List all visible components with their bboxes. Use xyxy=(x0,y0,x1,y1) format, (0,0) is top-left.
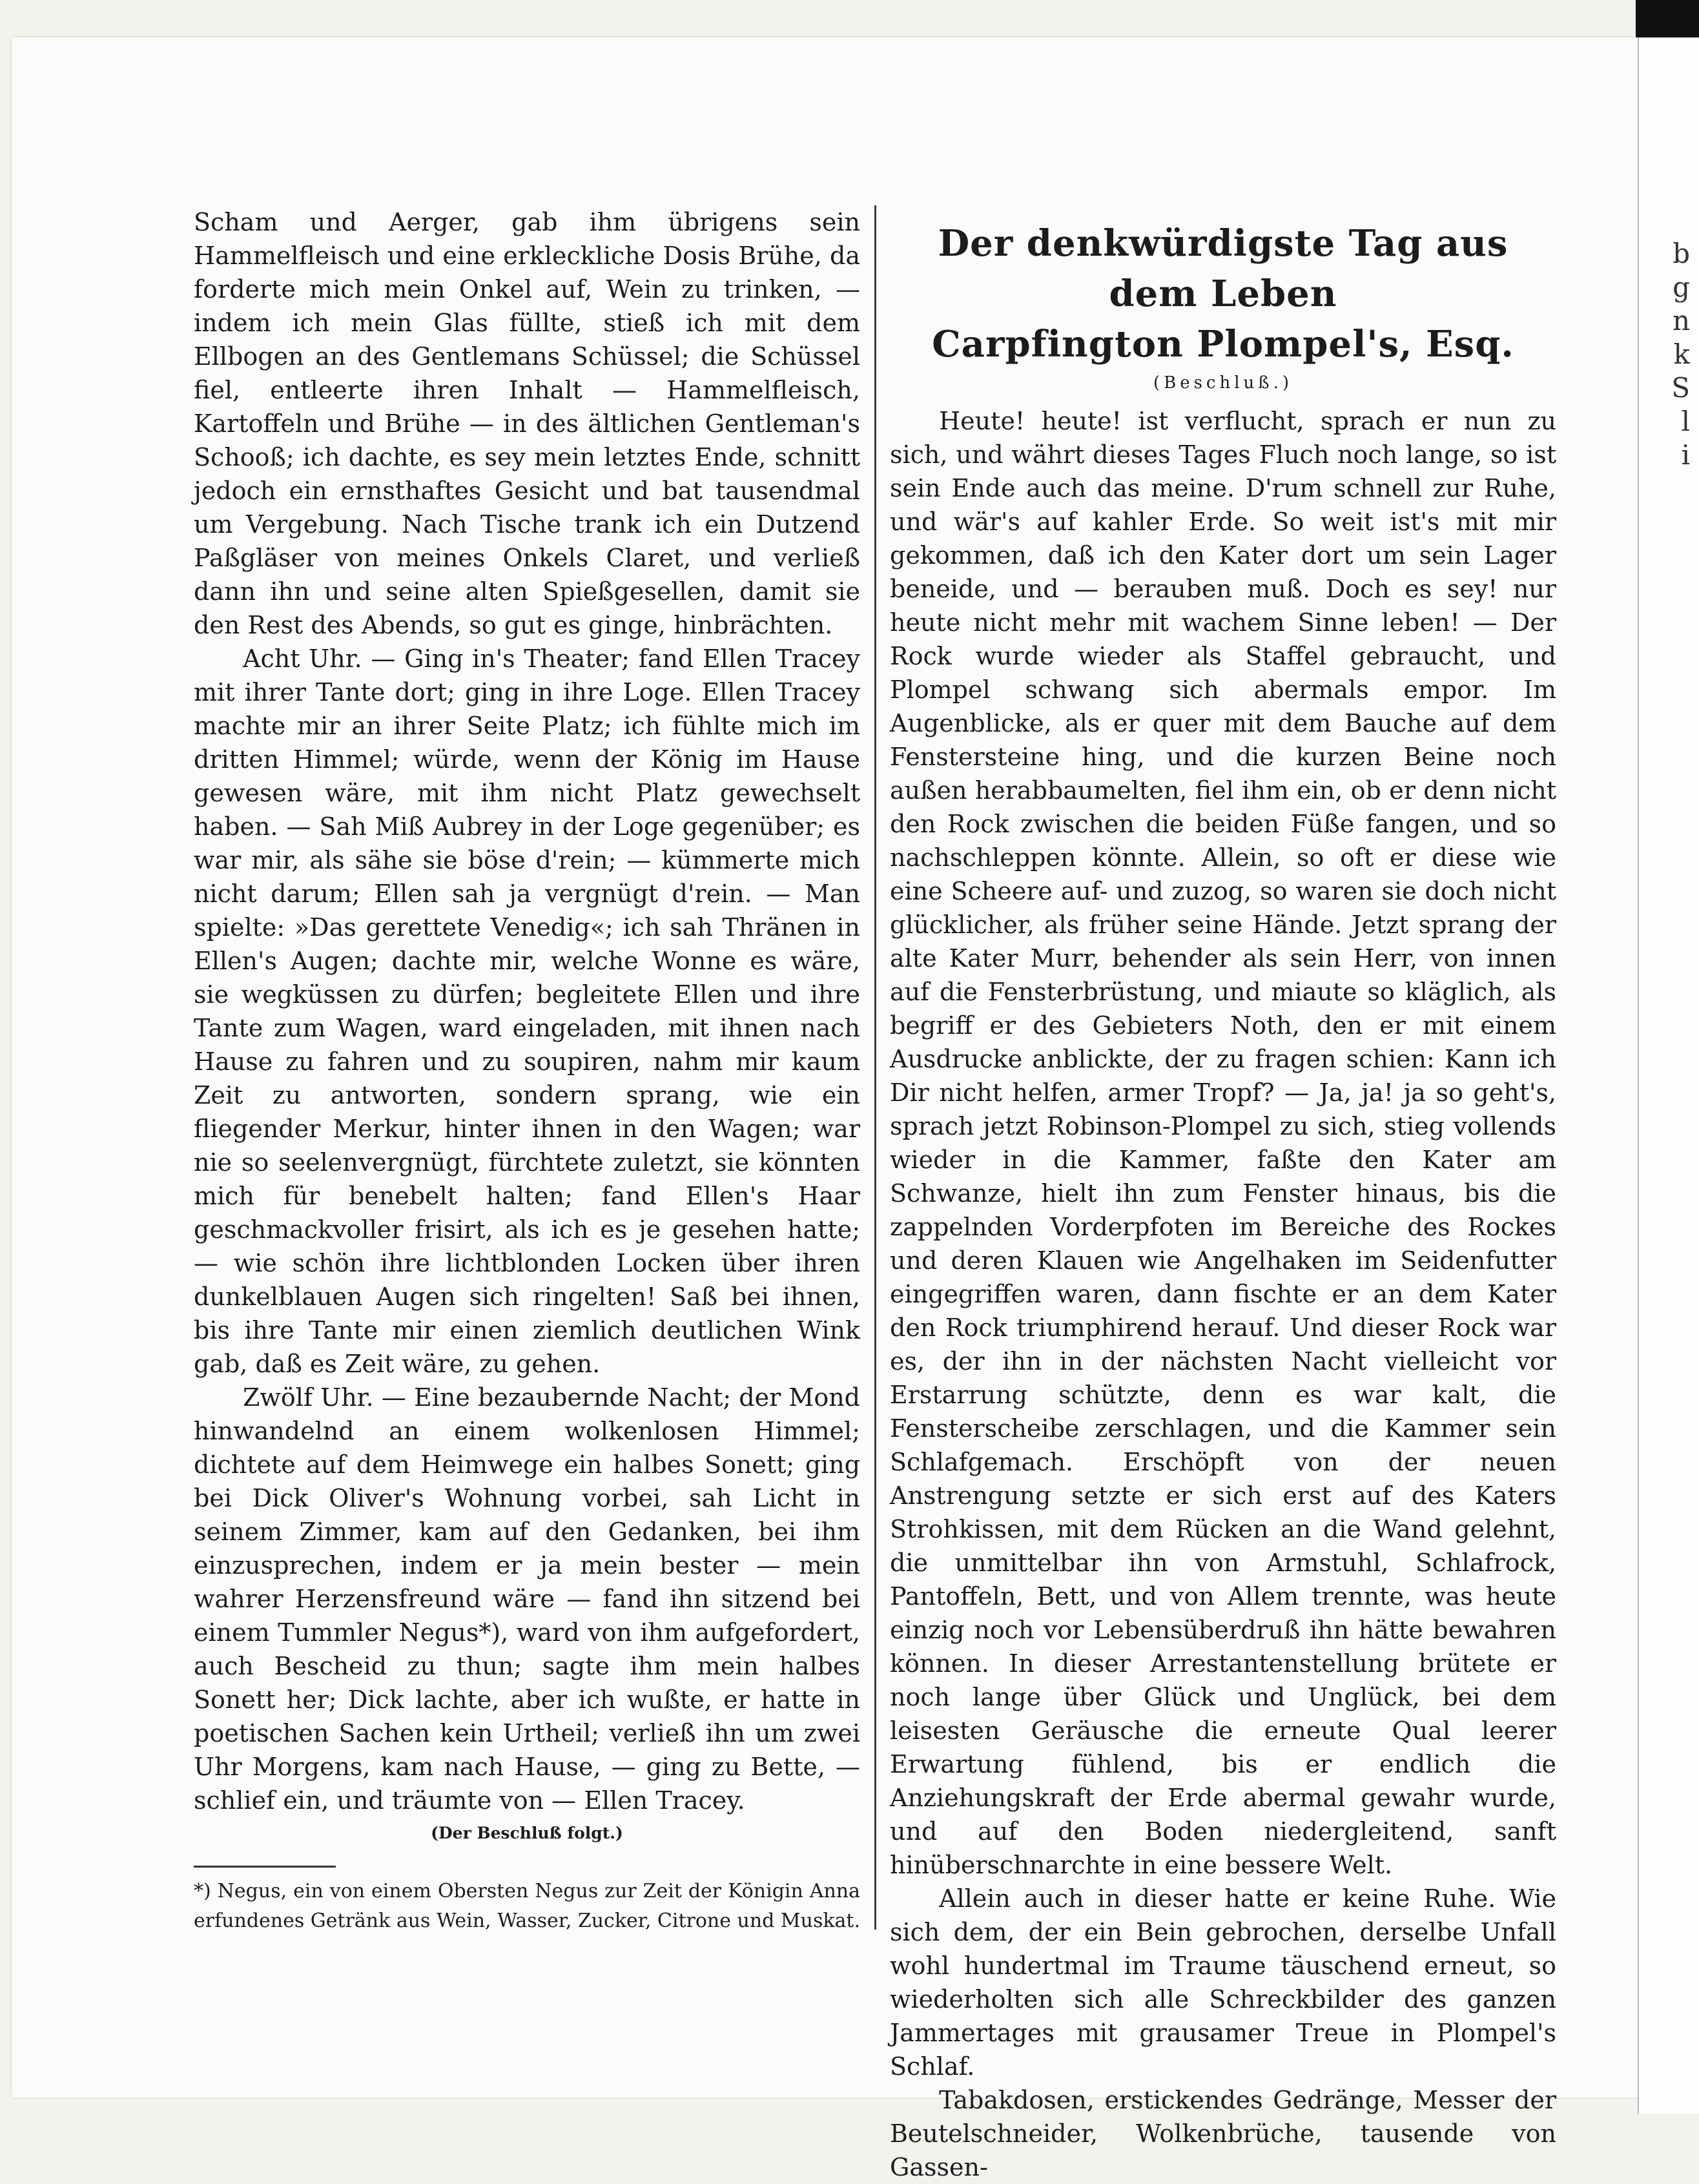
edge-letter: g xyxy=(1673,271,1690,303)
left-paragraph: Zwölf Uhr. — Eine bezaubernde Nacht; der Mond hinwandelnd an einem wolkenlosen Himmel; dichtete auf dem Heimwege ein halbes Sonett; ging bei Dick Oliver's Wohnung vorbei, sah Licht in seinem Zimmer, kam auf den Gedanken, bei ihm einzusprechen, indem er ja mein bester — mein wahrer Herzensfreund wäre — fand ihn sitzend bei einem Tummler Negus*), ward von ihm aufgefordert, auch Bescheid zu thun; sagte ihm mein halbes Sonett her; Dick lachte, aber ich wußte, er hatte in poetischen Sachen kein Urtheil; verließ ihn um zwei Uhr Morgens, kam nach Hause, — ging zu Bette, — schlief ein, und träumte von — Ellen Tracey. xyxy=(194,1383,860,1815)
scan-dark-corner xyxy=(1636,0,1699,37)
edge-letter: l xyxy=(1681,406,1690,437)
right-paragraph: Heute! heute! ist verflucht, sprach er nun zu sich, und währt dieses Tages Fluch noch lange, so ist sein Ende auch das meine. D'rum schnell zur Ruhe, und wär's auf kahler Erde. So weit ist's mit mir gekommen, daß ich den Kater dort um sein Lager beneide, und — berauben muß. Doch es sey! nur heute nicht mehr mit wachem Sinne leben! — Der Rock wurde wieder als Staffel gebraucht, und Plompel schwang sich abermals empor. Im Augenblicke, als er quer mit dem Bauche auf dem Fenstersteine hing, und die kurzen Beine noch außen herabbaumelten, fiel ihm ein, ob er denn nicht den Rock zwischen die beiden Füße fangen, und so nachschleppen könnte. Allein, so oft er diese wie eine Scheere auf- und zuzog, so waren sie doch nicht glücklicher, als früher seine Hände. Jetzt sprang der alte Kater Murr, behender als sein Herr, von innen auf die Fensterbrüstung, und miaute so kläglich, als begriff er des Gebieters Noth, den er mit einem Ausdrucke anblickte, der zu fragen schien: Kann ich Dir nicht helfen, armer Tropf? — Ja, ja! ja so geht's, sprach jetzt Robinson-Plompel zu sich, stieg vollends wieder in die Kammer, faßte den Kater am Schwanze, hielt ihn zum Fenster hinaus, bis die zappelnden Vorderpfoten im Bereiche des Rockes und deren Klauen wie Angelhaken im Seidenfutter eingegriffen waren, dann fischte er an dem Kater den Rock triumphirend herauf. Und dieser Rock war es, der ihn in der nächsten Nacht vielleicht vor Erstarrung schützte, denn es war kalt, die Fensterscheibe zerschlagen, und die Kammer sein Schlafgemach. Erschöpft von der neuen Anstrengung setzte er sich erst auf des Katers Strohkissen, mit dem Rücken an die Wand gelehnt, die unmittelbar ihn von Armstuhl, Schlafrock, Pantoffeln, Bett, und von Allem trennte, was heute einzig noch vor Lebensüberdruß ihn hätte bewahren können. In dieser Arrestantenstellung brütete er noch lange über Glück und Unglück, bei dem leisesten Geräusche die erneute Qual leerer Erwartung fühlend, bis er endlich die Anziehungskraft der Erde abermal gewahr wurde, und auf den Boden niedergleitend, sanft hinüberschnarchte in eine bessere Welt. xyxy=(890,407,1556,1879)
article-title-line: Carpfington Plompel's, Esq. xyxy=(932,323,1514,366)
right-column xyxy=(890,205,1556,2181)
column-divider xyxy=(874,205,876,1930)
left-paragraph: Acht Uhr. — Ging in's Theater; fand Ellen Tracey mit ihrer Tante dort; ging in ihre Loge. Ellen Tracey machte mir an ihrer Seite Platz; ich fühlte mich im dritten Himmel; würde, wenn der König im Hause gewesen wäre, mit ihm nicht Platz gewechselt haben. — Sah Miß Aubrey in der Loge gegenüber; es war mir, als sähe sie böse d'rein; — kümmerte mich nicht darum; Ellen sah ja vergnügt d'rein. — Man spielte: »Das gerettete Venedig«; ich sah Thränen in Ellen's Augen; dachte mir, welche Wonne es wäre, sie wegküssen zu dürfen; begleitete Ellen und ihre Tante zum Wagen, ward eingeladen, mit ihnen nach Hause zu fahren und zu soupiren, nahm mir kaum Zeit zu antworten, sondern sprang, wie ein fliegender Merkur, hinter ihnen in den Wagen; war nie so seelenvergnügt, fürchtete zuletzt, sie könnten mich für benebelt halten; fand Ellen's Haar geschmackvoller frisirt, als ich es je gesehen hatte; — wie schön ihre lichtblonden Locken über ihren dunkelblauen Augen sich ringelten! Saß bei ihnen, bis ihre Tante mir einen ziemlich deutlichen Wink gab, daß es Zeit wäre, zu gehen. xyxy=(194,644,860,1378)
edge-letter: S xyxy=(1671,372,1690,404)
adjacent-page-edge xyxy=(1638,37,1699,2114)
left-column xyxy=(194,205,860,1936)
continuation-note: (Der Beschluß folgt.) xyxy=(431,1824,623,1842)
article-title-line: Der denkwürdigste Tag aus dem Leben xyxy=(938,222,1509,315)
right-paragraph: Tabakdosen, erstickendes Gedränge, Messer der Beutelschneider, Wolkenbrüche, tausende von Gassen- xyxy=(890,2086,1556,2181)
edge-letter: n xyxy=(1672,305,1690,336)
footnote-rule xyxy=(194,1866,336,1868)
article-subtitle: (Beschluß.) xyxy=(1153,373,1293,393)
footnote: *) Negus, ein von einem Obersten Negus zur Zeit der Königin Anna erfundenes Getränk aus Wein, Wasser, Zucker, Citrone und Muskat. xyxy=(194,1880,860,1932)
edge-letter: i xyxy=(1681,439,1690,471)
left-paragraph: Scham und Aerger, gab ihm übrigens sein Hammelfleisch und eine erkleckliche Dosis Brühe, da forderte mich mein Onkel auf, Wein zu trinken, — indem ich mein Glas füllte, stieß ich mit dem Ellbogen an des Gentlemans Schüssel; die Schüssel fiel, entleerte ihren Inhalt — Hammelfleisch, Kartoffeln und Brühe — in des ältlichen Gentleman's Schooß; ich dachte, es sey mein letztes Ende, schnitt jedoch ein ernsthaftes Gesicht und bat tausendmal um Vergebung. Nach Tische trank ich ein Dutzend Paßgläser von meines Onkels Claret, und verließ dann ihn und seine alten Spießgesellen, damit sie den Rest des Abends, so gut es ginge, hinbrächten. xyxy=(194,208,860,639)
edge-letter: k xyxy=(1673,338,1690,370)
article-title xyxy=(890,218,1556,369)
right-paragraph: Allein auch in dieser hatte er keine Ruhe. Wie sich dem, der ein Bein gebrochen, derselbe Unfall wohl hundertmal im Traume täuschend erneut, so wiederholten sich alle Schreckbilder des ganzen Jammertages mit grausamer Treue in Plompel's Schlaf. xyxy=(890,1884,1556,2081)
edge-letter: b xyxy=(1673,238,1690,269)
